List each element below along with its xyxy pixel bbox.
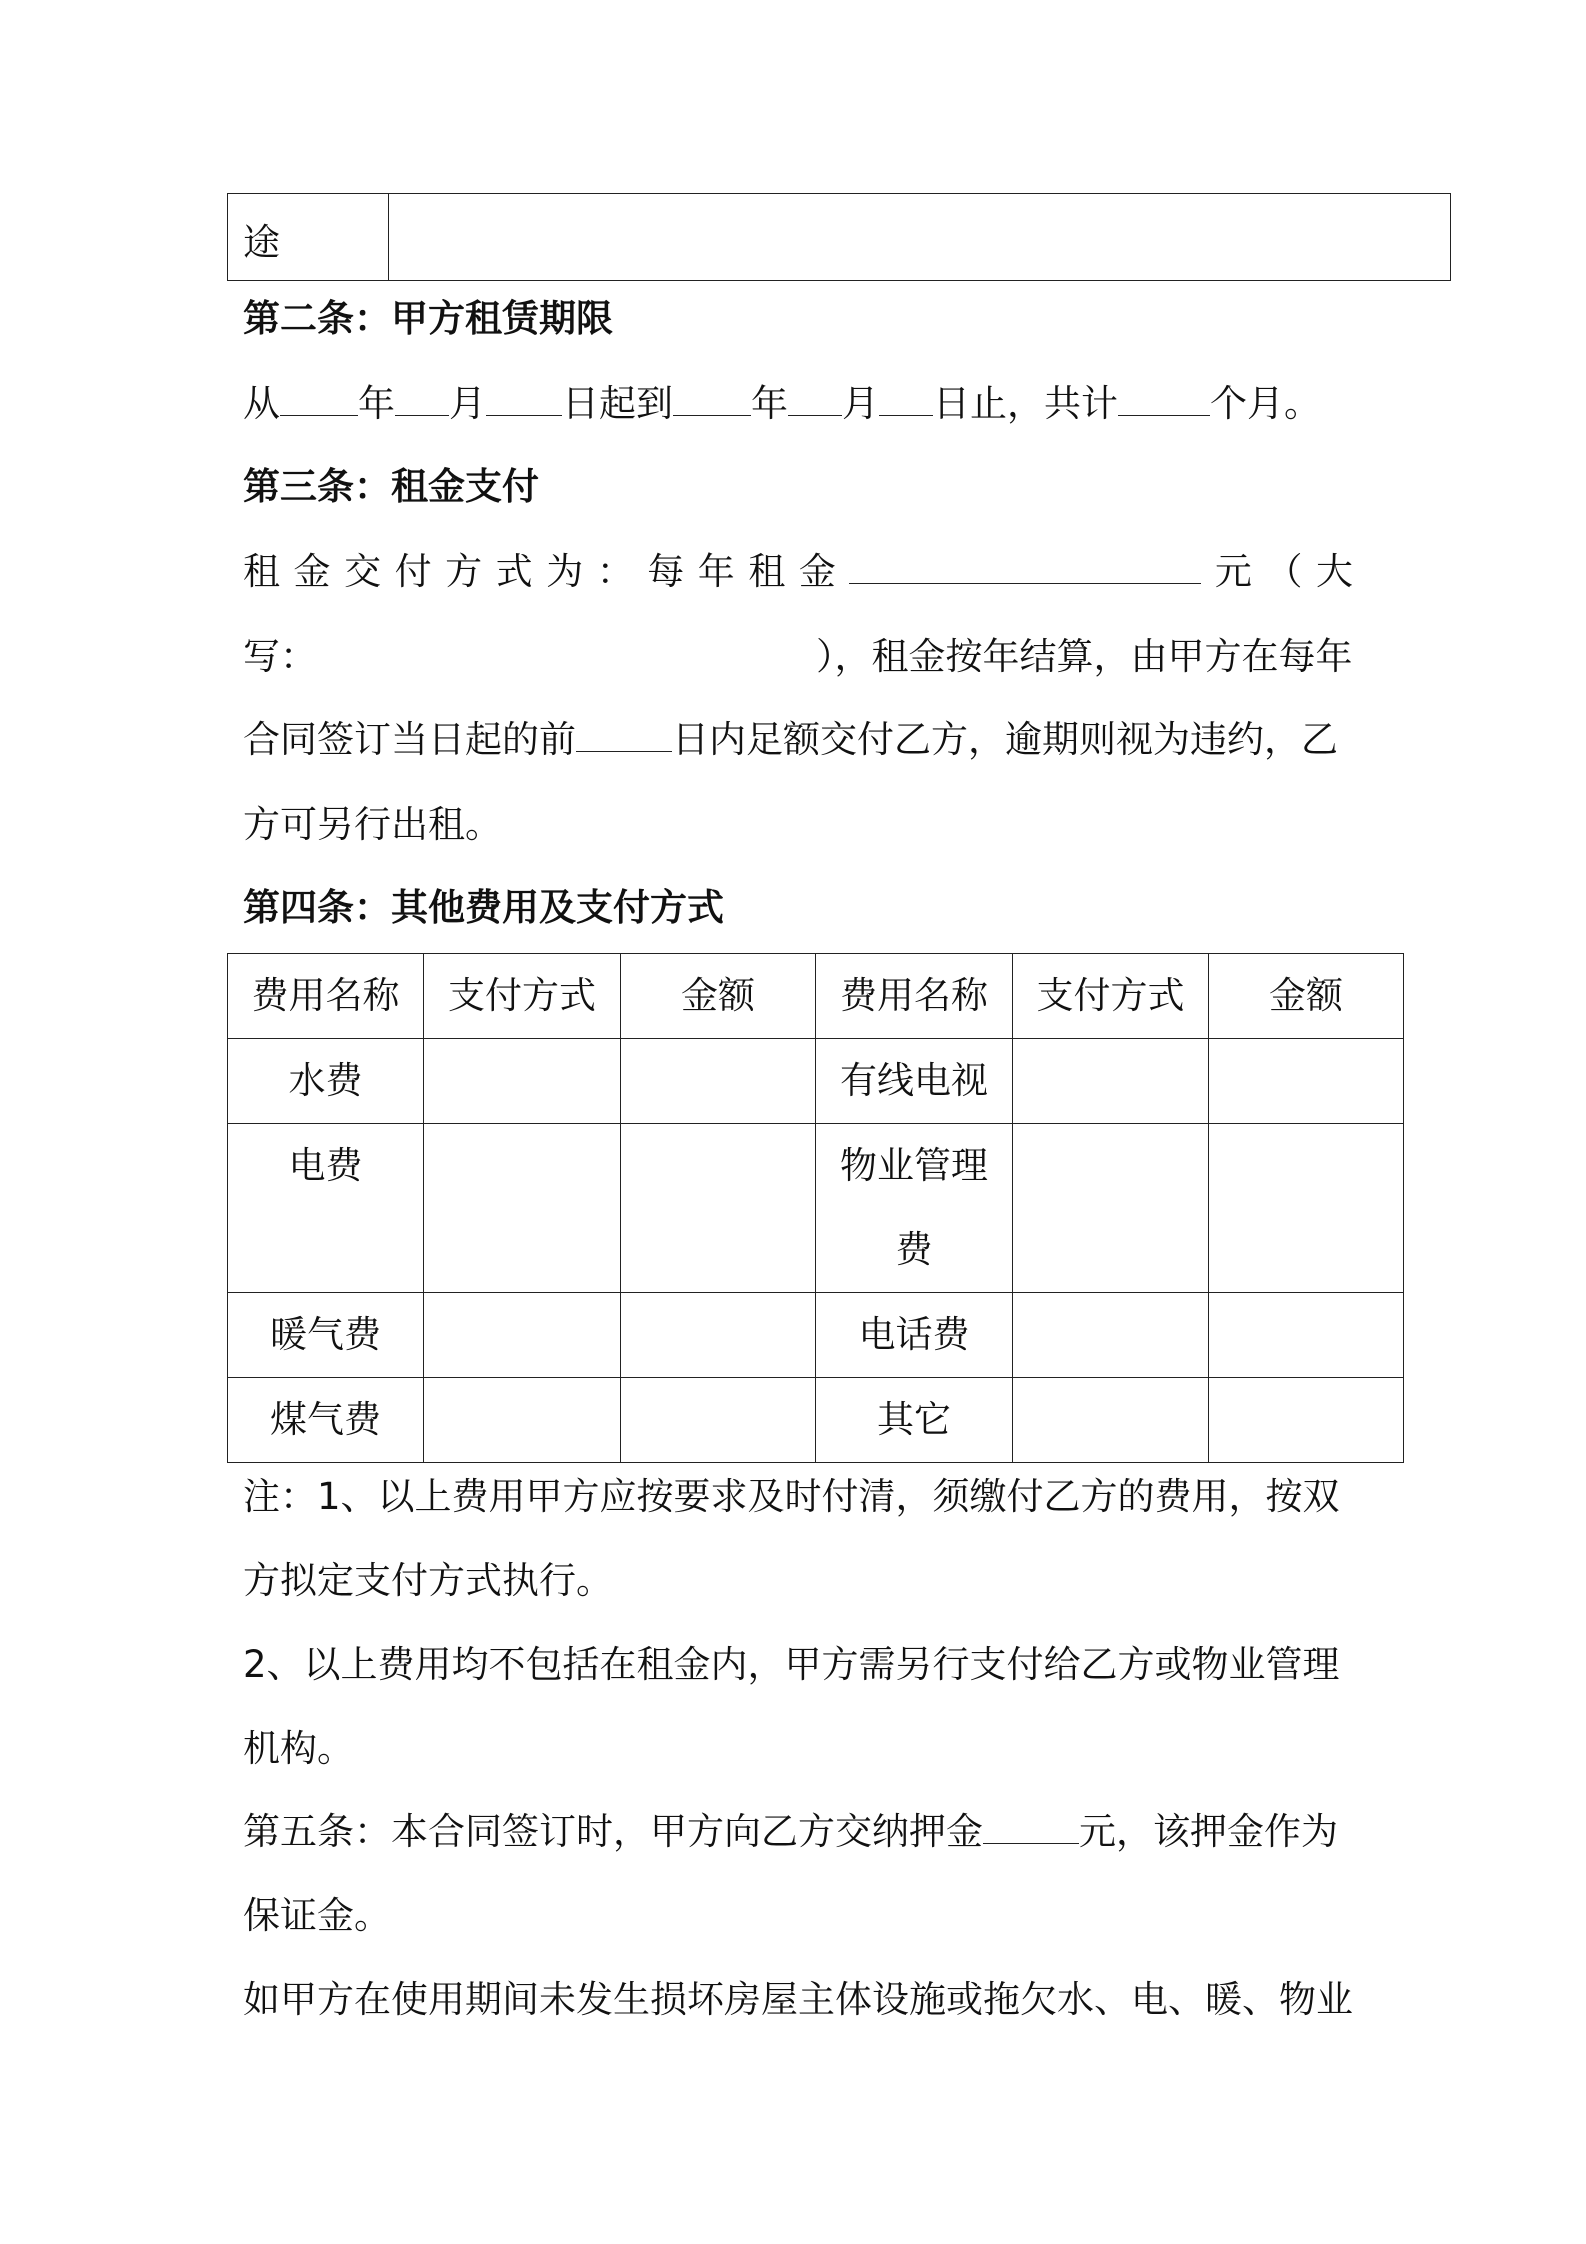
term-months: 个月。 [1210,382,1321,425]
payment-method-cell [424,1124,621,1293]
amount-cell [1209,1124,1404,1293]
fee-name-cell: 煤气费 [228,1378,424,1463]
article-5-line-2: 保证金。 [243,1894,391,1937]
fee-name-cell: 物业管理 费 [816,1124,1013,1293]
fees-header-row [228,954,1404,1039]
note-2-line-1: 2、以上费用均不包括在租金内，甲方需另行支付给乙方或物业管理 [243,1643,1340,1686]
deposit-amount-blank [983,1813,1079,1844]
table-row [228,1124,1404,1293]
col-fee-name-2: 费用名称 [816,954,1013,1039]
amount-cell [621,1124,816,1293]
amount-cell [1209,1039,1404,1124]
amount-cell [621,1293,816,1378]
article-3-heading: 第三条：租金支付 [243,465,539,508]
payment-method-cell [424,1039,621,1124]
term-year-1: 年 [358,382,395,425]
table-row [228,1293,1404,1378]
payment-method-cell [424,1378,621,1463]
fee-name-cell: 电费 [228,1124,424,1293]
amount-cell [1209,1378,1404,1463]
payment-method-cell [1013,1293,1209,1378]
term-day-end: 日止，共计 [933,382,1118,425]
tail-line-1: 如甲方在使用期间未发生损坏房屋主体设施或拖欠水、电、暖、物业 [243,1978,1353,2021]
rent-payment-line-1: 租 金 交 付 方 式 为 ： 每 年 租 金 元 （ 大 [243,550,1353,593]
payment-method-cell [1013,1378,1209,1463]
payment-method-cell [1013,1124,1209,1293]
amount-cell [1209,1293,1404,1378]
fee-name-cell: 水费 [228,1039,424,1124]
amount-cell [621,1039,816,1124]
table-row [228,1039,1404,1124]
col-amount: 金额 [621,954,816,1039]
fee-name-cell: 其它 [816,1378,1013,1463]
annual-rent-blank [849,553,1201,584]
article-2-heading: 第二条：甲方租赁期限 [243,297,613,340]
article-2-term-line [243,382,1321,425]
start-year-blank [280,385,358,416]
amount-cell [621,1378,816,1463]
rent-payment-line-4: 方可另行出租。 [243,803,502,846]
purpose-value-cell [389,194,1450,280]
purpose-label: 途 [228,194,389,280]
fee-name-cell: 有线电视 [816,1039,1013,1124]
start-day-blank [486,385,562,416]
article-4-heading: 第四条：其他费用及支付方式 [243,886,724,929]
purpose-table [227,193,1451,281]
fee-name-cell: 电话费 [816,1293,1013,1378]
payment-method-cell [424,1293,621,1378]
col-amount-2: 金额 [1209,954,1404,1039]
col-fee-name: 费用名称 [228,954,424,1039]
start-month-blank [395,385,449,416]
end-year-blank [673,385,751,416]
note-1-line-2: 方拟定支付方式执行。 [243,1559,613,1602]
article-5-line-1: 第五条：本合同签订时，甲方向乙方交纳押金 元，该押金作为 [243,1810,1338,1853]
note-1-line-1: 注：1、以上费用甲方应按要求及时付清，须缴付乙方的费用，按双 [243,1475,1340,1518]
term-day-to: 日起到 [562,382,673,425]
days-before-blank [576,721,672,752]
total-months-blank [1118,385,1210,416]
term-month-2: 月 [842,382,879,425]
end-month-blank [788,385,842,416]
payment-method-cell [1013,1039,1209,1124]
rent-payment-line-3: 合同签订当日起的前 日内足额交付乙方，逾期则视为违约，乙 [243,718,1338,761]
term-year-2: 年 [751,382,788,425]
note-2-line-2: 机构。 [243,1727,354,1770]
term-month-1: 月 [449,382,486,425]
fee-name-cell: 暖气费 [228,1293,424,1378]
term-from: 从 [243,382,280,425]
col-payment-method: 支付方式 [424,954,621,1039]
rent-payment-line-2: 写： ），租金按年结算，由甲方在每年 [243,635,1353,678]
col-payment-method-2: 支付方式 [1013,954,1209,1039]
fees-table [227,953,1404,1463]
end-day-blank [879,385,933,416]
table-row [228,1378,1404,1463]
